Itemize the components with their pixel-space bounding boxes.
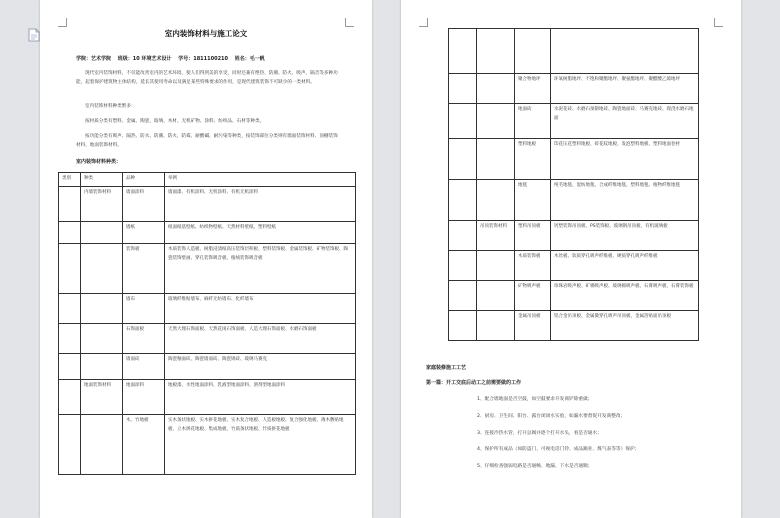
table-header-row (59, 173, 356, 187)
kind-cell (81, 354, 123, 380)
kind-cell: 内墙装饰材料 (81, 187, 123, 222)
example-cell: 陶瓷釉面砖、陶瓷墙面砖、陶瓷锦砖、玻璃马赛克 (165, 354, 356, 380)
document-icon[interactable] (28, 28, 40, 42)
variety-cell: 墙纸 (123, 222, 165, 244)
crop-mark (419, 18, 428, 27)
example-cell: 纯毛地毯、混纺地毯、合成纤维地毯、塑料地毯、植物纤维地毯 (551, 180, 699, 221)
kind-cell (477, 29, 515, 74)
category-cell (59, 187, 81, 222)
variety-cell: 聚合物地坪 (515, 74, 551, 104)
table-row (449, 180, 699, 221)
meta-class: 班级：10 环境艺术设计 (117, 56, 172, 62)
category-cell (59, 244, 81, 294)
author-meta (76, 55, 270, 62)
header-cell: 类别 (59, 173, 81, 187)
header-cell: 种类 (81, 173, 123, 187)
kind-cell (81, 294, 123, 324)
category-cell (59, 294, 81, 324)
table-row (449, 29, 699, 74)
table-row (59, 222, 356, 244)
variety-cell: 地面涂料 (123, 380, 165, 415)
kind-cell (81, 415, 123, 475)
variety-cell: 装饰板 (123, 244, 165, 294)
variety-cell: 墙面涂料 (123, 187, 165, 222)
intro-paragraph: 室内装饰材料种类繁多： (85, 104, 136, 109)
kind-cell (81, 222, 123, 244)
example-cell: 天然大理石饰面板、天然花岗石饰面板、人造大理石饰面板、水磨石饰面板 (165, 324, 356, 354)
document-page-1 (40, 0, 372, 518)
example-cell (551, 29, 699, 74)
meta-name: 姓名：毛一帆 (234, 56, 265, 62)
table-row (59, 415, 356, 475)
table-row (59, 324, 356, 354)
process-step: 3、连接冷热水管，打开总阀并逐个打开水头，看是否通水； (477, 431, 602, 436)
table-row (449, 311, 699, 341)
process-step-title: 第一篇：开工交底后动工之前需要做的工作 (426, 380, 522, 386)
kind-cell (477, 281, 515, 311)
kind-cell: 吊顶装饰材料 (477, 221, 515, 251)
process-step: 5、仔细检查强弱电路是否通畅、地漏、下水是否通顺； (477, 464, 593, 469)
document-page-2 (401, 0, 741, 518)
example-cell: 实木条状地板、实木拼花地板、实木复合地板、人造板地板、复合强化地板、薄木敷贴地板、立木拼花地板、集成地板、竹质条状地板、竹质拼花地板 (165, 415, 356, 475)
process-step: 1、配合墙地面是否空鼓，如空鼓要求开发商铲除重做； (477, 397, 593, 402)
variety-cell (515, 29, 551, 74)
table-row (449, 281, 699, 311)
variety-cell: 墙面砖 (123, 354, 165, 380)
table-row (59, 354, 356, 380)
header-cell: 举例 (165, 173, 356, 187)
table-row (449, 139, 699, 180)
kind-cell (477, 139, 515, 180)
example-cell: 环氧树脂地坪、不饱和聚酯地坪、聚氨酯地坪、聚醋酸乙烯地坪 (551, 74, 699, 104)
table-row (59, 294, 356, 324)
category-cell (449, 251, 477, 281)
table-heading: 室内装饰材料种类： (76, 159, 122, 165)
example-cell: 铝合金吊顶板、金属微穿孔吸声吊顶板、金属箔贴面吊顶板 (551, 311, 699, 341)
intro-paragraph: 现代室内装饰材料，不仅能改善室内的艺术环境，使人们得到美的享受，同时还兼有绝热、防潮、防火、吸声、隔音等多种功能，起着保护建筑物主体结构，延长其使用寿命以及满足某些特殊要求的作用，是现代建筑装饰不可缺少的一类材料。 (76, 71, 338, 86)
variety-cell: 木质装饰板 (515, 251, 551, 281)
variety-cell: 石饰面板 (123, 324, 165, 354)
materials-table-continued (448, 28, 699, 341)
category-cell (59, 415, 81, 475)
crop-mark (58, 18, 67, 27)
table-row (449, 104, 699, 139)
variety-cell: 塑料吊顶板 (515, 221, 551, 251)
variety-cell: 地毯 (515, 180, 551, 221)
example-cell: 印花压花塑料地板、碎花纹地板、发泡塑料地板、塑料地面卷材 (551, 139, 699, 180)
process-title: 家庭装修施工工艺 (426, 365, 467, 371)
category-cell (449, 104, 477, 139)
example-cell: 水泥花砖、水磨石预制地砖、陶瓷地面砖、马赛克地砖、现浇水磨石地面 (551, 104, 699, 139)
kind-cell (477, 311, 515, 341)
kind-cell (477, 180, 515, 221)
category-cell (59, 222, 81, 244)
category-cell (449, 29, 477, 74)
category-cell (449, 311, 477, 341)
intro-paragraph: 按材质分类有塑料、金属、陶瓷、玻璃、木材、无机矿物、涂料、纺织品、石材等种类。 (85, 119, 265, 124)
variety-cell: 地面砖 (515, 104, 551, 139)
example-cell: 地板漆、水性地面涂料、乳液型地面涂料、溶剂型地面涂料 (165, 380, 356, 415)
category-cell (59, 380, 81, 415)
variety-cell: 塑料地板 (515, 139, 551, 180)
process-step: 2、厨房、卫生间、阳台、露台闭闭水实验，如漏水要督促开发商整改； (477, 414, 626, 419)
table-row (449, 221, 699, 251)
example-cell: 木丝板、软质穿孔吸声纤维板、硬质穿孔吸声纤维板 (551, 251, 699, 281)
header-cell: 品种 (123, 173, 165, 187)
kind-cell (477, 104, 515, 139)
example-cell: 珍珠岩吸声板、矿棉吸声板、玻璃棉吸声板、石膏吸声板、石膏装饰板 (551, 281, 699, 311)
crop-mark (714, 18, 723, 27)
kind-cell (81, 324, 123, 354)
variety-cell: 墙布 (123, 294, 165, 324)
materials-table (58, 172, 356, 475)
example-cell: 墙面漆、有机涂料、无机涂料、有机无机涂料 (165, 187, 356, 222)
category-cell (449, 221, 477, 251)
kind-cell (477, 251, 515, 281)
intro-paragraph: 按功能分类有吸声、隔热、防水、防潮、防火、防霉、耐酸碱、耐污染等种类，按装饰部位分类则有墙面装饰材料、顶棚装饰材料、地面装饰材料。 (76, 134, 338, 149)
category-cell (449, 74, 477, 104)
table-row (59, 244, 356, 294)
kind-cell: 地面装饰材料 (81, 380, 123, 415)
category-cell (59, 354, 81, 380)
crop-mark (345, 18, 354, 27)
kind-cell (81, 244, 123, 294)
kind-cell (477, 74, 515, 104)
document-title: 室内装饰材料与施工论文 (164, 29, 248, 38)
category-cell (59, 324, 81, 354)
category-cell (449, 139, 477, 180)
example-cell: 木质装饰人造板、树脂浸渍纸高压装饰层积板、塑料装饰板、金属装饰板、矿物装饰板、陶瓷装饰壁画、穿孔装饰吸音板、植绒装饰吸音板 (165, 244, 356, 294)
table-row (59, 187, 356, 222)
variety-cell: 金属吊顶板 (515, 311, 551, 341)
meta-student-id: 学号：1811100210 (178, 56, 229, 62)
category-cell (449, 180, 477, 221)
example-cell: 纸面纸基壁纸、纺织物壁纸、天然材料壁纸、塑料壁纸 (165, 222, 356, 244)
process-step: 4、保护所有成品（如防盗门、可视电话门铃、成品踢业、煤气表等等）保护； (477, 447, 640, 452)
example-cell: 钙塑装饰吊顶板、PS装饰板、玻璃钢吊顶板、有机玻璃板 (551, 221, 699, 251)
table-row (59, 380, 356, 415)
example-cell: 玻璃纤维贴墙布、麻纤无纺墙布、化纤墙布 (165, 294, 356, 324)
variety-cell: 矿物吸声板 (515, 281, 551, 311)
table-row (449, 251, 699, 281)
table-row (449, 74, 699, 104)
category-cell (449, 281, 477, 311)
meta-college: 学院：艺术学院 (76, 56, 112, 62)
variety-cell: 木、竹地板 (123, 415, 165, 475)
